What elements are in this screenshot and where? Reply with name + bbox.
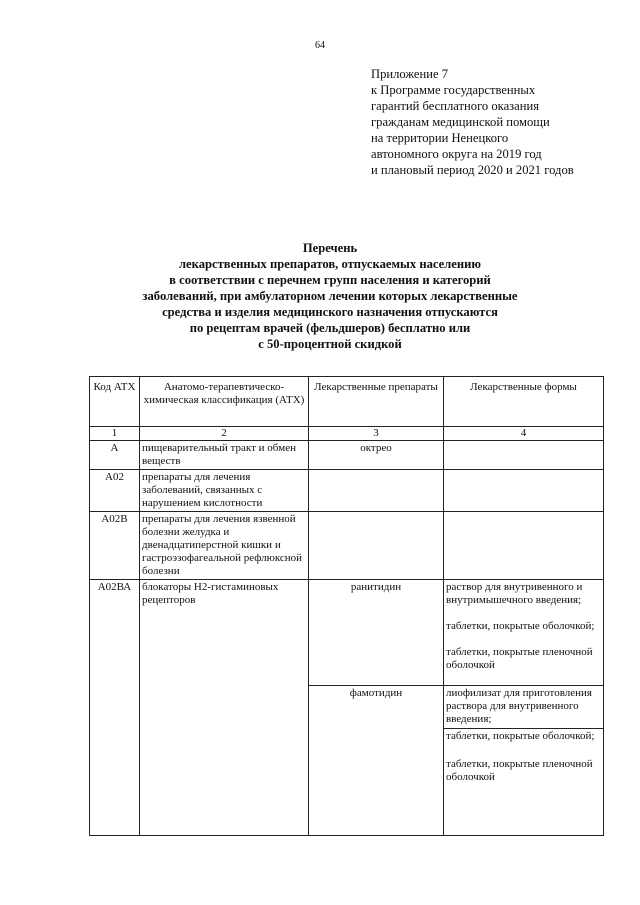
drug-form: раствор для внутривенного и внутримышечного введения; (446, 581, 583, 606)
header-drugs: Лекарственные препараты (309, 377, 444, 427)
appendix-line: Приложение 7 (371, 67, 449, 81)
drug-form: таблетки, покрытые оболочкой; (444, 728, 603, 744)
title-line: средства и изделия медицинского назначения отпускаются (162, 305, 498, 319)
title-line: в соответствии с перечнем групп населения и категорий (169, 273, 491, 287)
appendix-line: гарантий бесплатного оказания (371, 99, 540, 113)
appendix-note (371, 66, 633, 178)
table-row (90, 512, 604, 580)
drug-name (309, 470, 444, 512)
page-number: 64 (315, 40, 325, 51)
appendix-line: автономного округа на 2019 год (371, 147, 542, 161)
table-row (90, 470, 604, 512)
drug-name: ранитидин (309, 580, 444, 686)
appendix-line: гражданам медицинской помощи (371, 115, 550, 129)
atx-classification: блокаторы Н2-гистаминовых рецепторов (140, 580, 309, 836)
appendix-line: и плановый период 2020 и 2021 годов (371, 163, 574, 177)
drug-forms (444, 512, 604, 580)
title-line: заболеваний, при амбулаторном лечении которых лекарственные (142, 289, 518, 303)
drug-form: таблетки, покрытые оболочкой; (446, 620, 595, 632)
atx-classification: препараты для лечения заболеваний, связанных с нарушением кислотности (140, 470, 309, 512)
appendix-line: на территории Ненецкого (371, 131, 509, 145)
title-line: лекарственных препаратов, отпускаемых населению (178, 257, 481, 271)
drug-name: октрео (309, 441, 444, 470)
table-row (90, 441, 604, 470)
drug-name (309, 512, 444, 580)
atx-classification: пищеварительный тракт и обмен веществ (140, 441, 309, 470)
col-number: 4 (444, 427, 604, 441)
header-code: Код АТХ (90, 377, 140, 427)
drug-form: таблетки, покрытые пленочной оболочкой (446, 646, 593, 671)
drug-form: лиофилизат для приготовления раствора для внутривенного введения; (446, 687, 592, 725)
atx-code: А02ВА (90, 580, 140, 836)
atx-code: А02 (90, 470, 140, 512)
table-row (90, 580, 604, 686)
document-title (60, 240, 600, 352)
drug-forms (444, 580, 604, 686)
header-forms: Лекарственные формы (444, 377, 604, 427)
col-number: 3 (309, 427, 444, 441)
atx-code: А02В (90, 512, 140, 580)
title-line: Перечень (302, 241, 358, 255)
col-number: 1 (90, 427, 140, 441)
drug-form: таблетки, покрытые пленочной оболочкой (446, 758, 593, 783)
title-line: с 50-процентной скидкой (258, 337, 402, 351)
drug-forms (444, 441, 604, 470)
appendix-line: к Программе государственных (371, 83, 536, 97)
header-classification: Анатомо-терапевтическо-химическая классификация (АТХ) (140, 377, 309, 427)
title-line: по рецептам врачей (фельдшеров) бесплатно или (189, 321, 471, 335)
col-number: 2 (140, 427, 309, 441)
atx-table (89, 376, 604, 836)
atx-code: А (90, 441, 140, 470)
drug-forms (444, 470, 604, 512)
atx-classification: препараты для лечения язвенной болезни желудка и двенадцатиперстной кишки и гастроэзофагеальной рефлюксной болезни (140, 512, 309, 580)
drug-name: фамотидин (309, 686, 444, 836)
drug-forms (444, 686, 604, 836)
